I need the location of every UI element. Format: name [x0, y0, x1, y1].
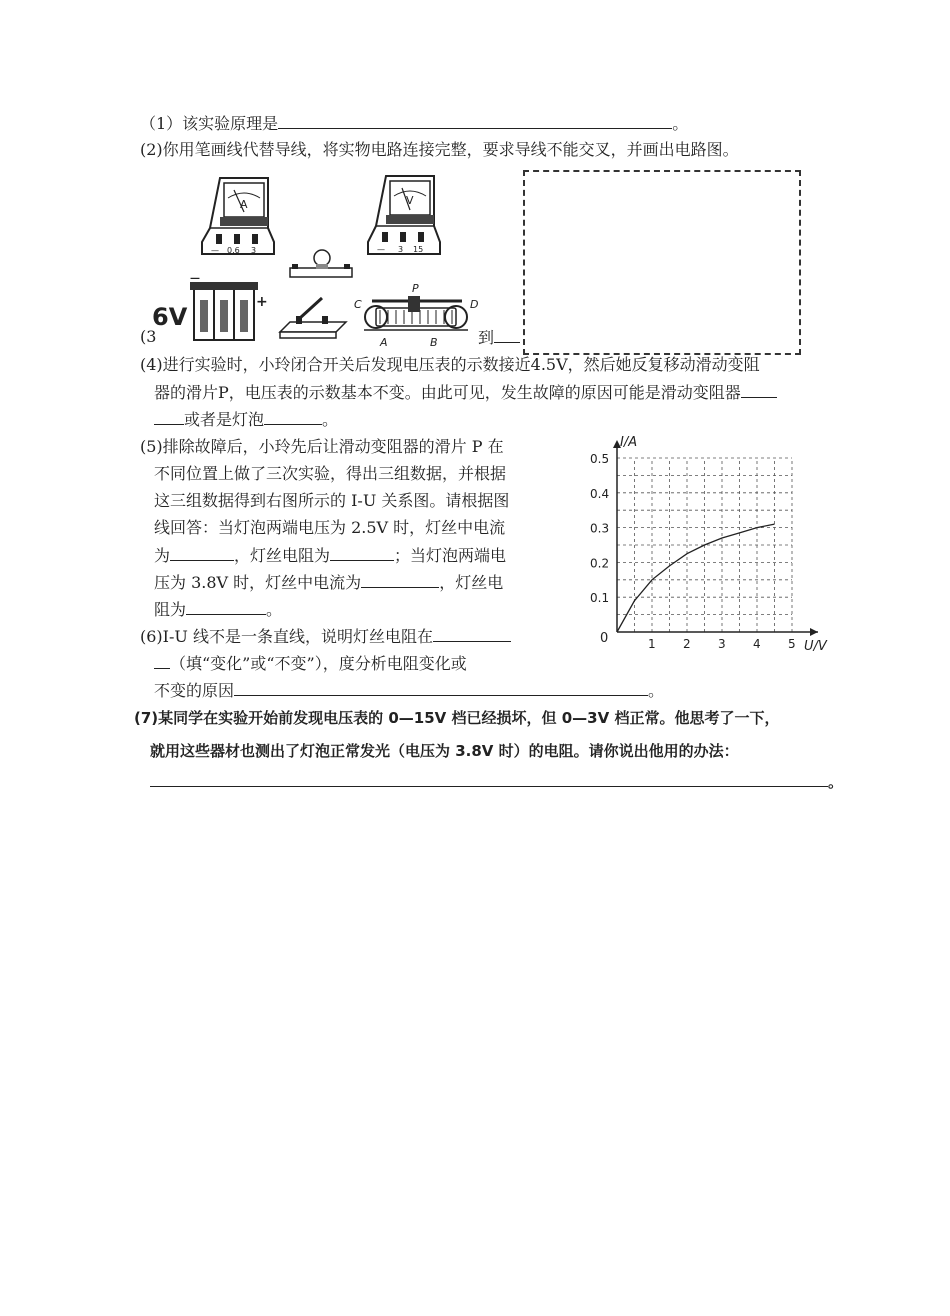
question-5-line-6: 压为 3.8V 时，灯丝中电流为 ，灯丝电 [154, 573, 504, 592]
rheostat-icon [364, 296, 468, 330]
y-tick-label: 0.1 [590, 591, 610, 606]
question-5-line-1: (5)排除故障后，小玲先后让滑动变阻器的滑片 P 在 [140, 437, 504, 456]
answer-blank[interactable] [150, 770, 828, 787]
rheostat-label-c: C [354, 298, 362, 311]
question-3-fragment: 到 [478, 326, 520, 349]
battery-label: 6V [152, 303, 188, 331]
answer-blank[interactable] [278, 112, 672, 129]
x-tick-label: 5 [788, 637, 796, 651]
question-7-line-2: 就用这些器材也测出了灯泡正常发光（电压为 3.8V 时）的电阻。请你说出他用的办法： [150, 742, 739, 760]
apparatus-figure [150, 170, 520, 350]
answer-blank[interactable] [361, 571, 439, 588]
ammeter-letter: A [240, 198, 248, 211]
answer-blank[interactable] [330, 544, 394, 561]
rheostat-label-p: P [412, 282, 419, 295]
answer-blank[interactable] [494, 326, 520, 343]
iu-chart [590, 432, 840, 657]
question-6-line-3: 不变的原因 。 [154, 681, 665, 700]
question-5-line-7: 阻为 。 [154, 600, 283, 619]
question-5-line-5: 为 ，灯丝电阻为 ；当灯泡两端电 [154, 546, 507, 565]
question-4-line-1: (4)进行实验时，小玲闭合开关后发现电压表的示数接近4.5V，然后她反复移动滑动变阻 [140, 355, 760, 374]
voltmeter-icon [368, 176, 440, 254]
rheostat-label-b: B [430, 336, 438, 349]
voltmeter-terminal-3: 3 [398, 245, 404, 254]
y-tick-label: 0.2 [590, 556, 610, 571]
rheostat-label-d: D [470, 298, 479, 311]
series-line [617, 524, 775, 632]
ammeter-icon [202, 178, 274, 254]
chart-axes [613, 440, 818, 636]
answer-blank[interactable] [170, 544, 234, 561]
rheostat-label-a: A [380, 336, 388, 349]
question-7-line-1: (7)某同学在实验开始前发现电压表的 0—15V 档已经损坏，但 0—3V 档正常。他思考了一下， [134, 709, 780, 727]
y-tick-label: 0.3 [590, 521, 610, 536]
x-tick-label: 2 [683, 637, 691, 651]
question-1: （1）该实验原理是 。 [140, 114, 689, 133]
question-2: (2)你用笔画线代替导线，将实物电路连接完整，要求导线不能交叉，并画出电路图。 [140, 140, 739, 159]
answer-blank[interactable] [234, 679, 648, 696]
battery-icon [190, 282, 258, 340]
battery-plus: + [256, 294, 268, 310]
voltmeter-terminal-15: 15 [413, 245, 424, 254]
ammeter-terminal-3: 3 [251, 246, 257, 255]
answer-blank[interactable] [154, 652, 170, 669]
answer-blank[interactable] [154, 408, 184, 425]
lamp-icon [290, 250, 352, 277]
answer-blank[interactable] [741, 381, 777, 398]
ammeter-terminal-06: 0.6 [227, 246, 240, 255]
x-tick-label: 4 [753, 637, 761, 651]
question-5-line-4: 线回答：当灯泡两端电压为 2.5V 时，灯丝中电流 [154, 518, 506, 537]
y-axis-label: I/A [620, 435, 638, 450]
x-axis-arrow-icon [810, 628, 818, 636]
x-tick-label: 1 [648, 637, 656, 651]
voltmeter-letter: V [406, 194, 414, 207]
question-5-line-2: 不同位置上做了三次实验，得出三组数据，并根据 [154, 464, 507, 483]
question-6-line-2: （填“变化”或“不变”），度分析电阻变化或 [154, 652, 467, 675]
y-tick-label: 0.4 [590, 486, 610, 501]
question-4-line-3: 或者是灯泡 。 [154, 408, 338, 431]
switch-icon [280, 298, 346, 338]
question-7-line-3: 。 [150, 770, 843, 793]
answer-blank[interactable] [433, 625, 511, 642]
voltmeter-terminal-neg: — [377, 245, 385, 254]
question-5-line-3: 这三组数据得到右图所示的 I-U 关系图。请根据图 [154, 491, 510, 510]
question-6-line-1: (6)I-U 线不是一条直线，说明灯丝电阻在 [140, 625, 511, 648]
question-4-line-2: 器的滑片P，电压表的示数基本不变。由此可见，发生故障的原因可能是滑动变阻器 [154, 381, 777, 404]
ammeter-terminal-neg: — [211, 246, 219, 255]
origin-label: 0 [600, 631, 609, 646]
x-tick-label: 3 [718, 637, 726, 651]
circuit-diagram-box[interactable] [523, 170, 801, 355]
x-axis-label: U/V [804, 639, 827, 654]
battery-minus: — [190, 273, 200, 284]
answer-blank[interactable] [186, 598, 266, 615]
y-tick-label: 0.5 [590, 452, 610, 466]
answer-blank[interactable] [264, 408, 322, 425]
question-3-start: (3 [140, 327, 157, 346]
